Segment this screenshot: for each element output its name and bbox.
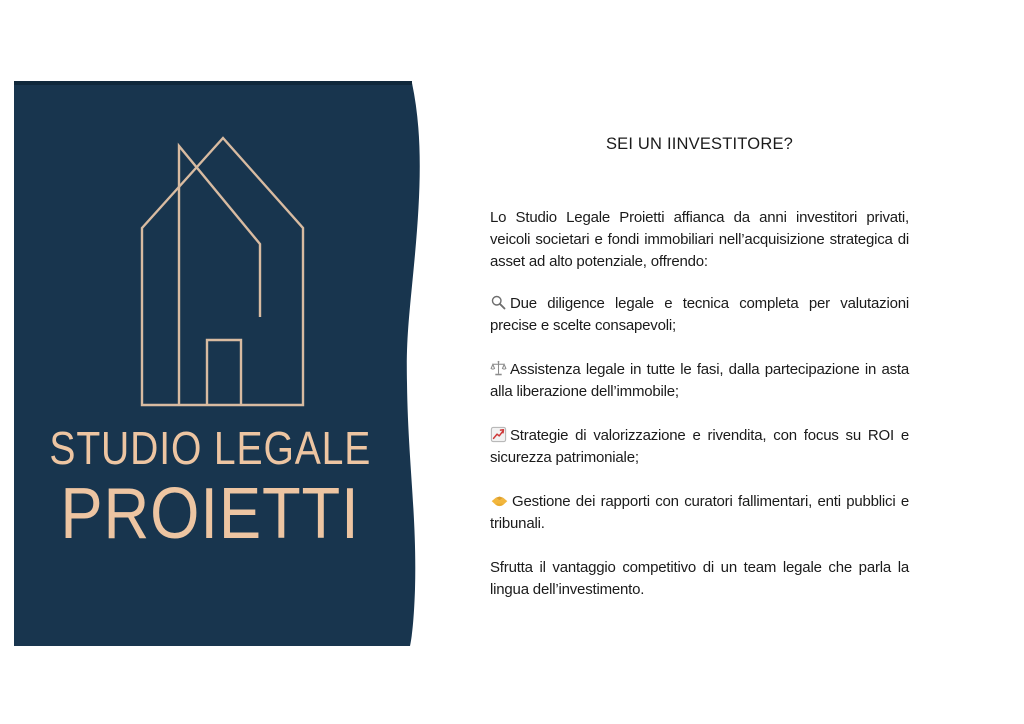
brand-name-line1: STUDIO LEGALE: [49, 422, 371, 474]
content-column: [490, 133, 909, 601]
intro-paragraph: Lo Studio Legale Proietti affianca da anni investitori privati, veicoli societari e fondi immobiliari nell’acquisizione strategica di asset ad alto potenziale, offrendo:: [490, 209, 909, 270]
bullet-text: Due diligence legale e tecnica completa per valutazioni precise e scelte consapevoli;: [490, 295, 909, 334]
panel-shape: [14, 83, 420, 646]
page-title: SEI UN IINVESTITORE?: [605, 135, 794, 153]
brand-name: [14, 422, 406, 554]
bullet-assistenza-legale: [490, 359, 909, 403]
scales-icon: [490, 360, 507, 377]
handshake-icon: [490, 494, 509, 509]
bullet-text: Strategie di valorizzazione e rivendita, con focus su ROI e sicurezza patrimoniale;: [490, 427, 909, 466]
brand-name-line2: PROIETTI: [60, 474, 360, 554]
bullet-text: Gestione dei rapporti con curatori fallimentari, enti pubblici e tribunali.: [490, 493, 909, 532]
magnifier-icon: [490, 294, 507, 311]
closing-paragraph: Sfrutta il vantaggio competitivo di un team legale che parla la lingua dell’investimento.: [490, 559, 909, 598]
chart-increasing-icon: [490, 426, 507, 443]
bullet-text: Assistenza legale in tutte le fasi, dalla partecipazione in asta alla liberazione dell’immobile;: [490, 361, 909, 400]
bullet-strategie: [490, 425, 909, 469]
bullet-gestione-rapporti: [490, 491, 909, 535]
bullet-due-diligence: [490, 293, 909, 337]
